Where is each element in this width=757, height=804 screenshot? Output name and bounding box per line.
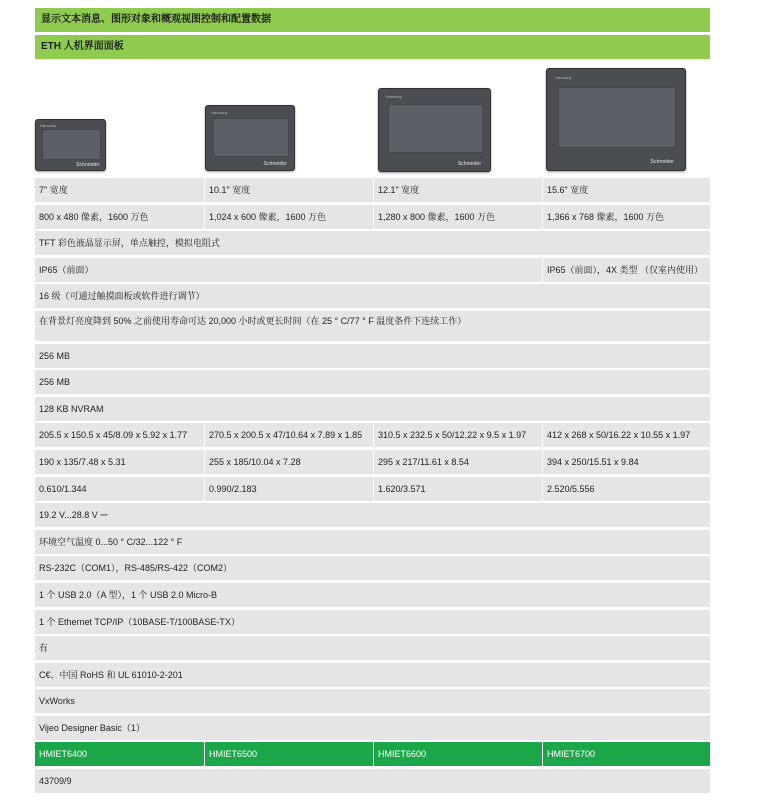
table-row-references <box>35 742 710 766</box>
table-row-ip <box>35 258 710 282</box>
table-cell: 2.520/5.556 <box>543 477 710 501</box>
section-title-band: 显示文本消息、图形对象和概观视图控制和配置数据 <box>35 8 710 32</box>
panel-screen <box>213 118 289 157</box>
reference-cell: HMIET6400 <box>35 742 204 766</box>
table-row-serial <box>35 556 710 580</box>
table-cell: VxWorks <box>35 689 710 713</box>
table-row-software <box>35 716 710 740</box>
table-cell: 205.5 x 150.5 x 45/8.09 x 5.92 x 1.77 <box>35 423 204 447</box>
table-cell: 1,280 x 800 像素，1600 万色 <box>374 205 542 229</box>
panel-brand-logo: Schneider <box>263 160 287 167</box>
table-cell: 15.6" 宽度 <box>543 178 710 202</box>
table-row-dimensions <box>35 423 710 447</box>
table-row-memory-2 <box>35 370 710 394</box>
table-cell: 有 <box>35 636 710 660</box>
table-row-ethernet <box>35 610 710 634</box>
table-cell: IP65（前面） <box>35 258 542 282</box>
table-row-certifications <box>35 663 710 687</box>
spec-table <box>35 178 710 796</box>
hmi-panel-15in-image <box>546 68 686 171</box>
table-cell: 19.2 V...28.8 V ⎓ <box>35 503 710 527</box>
table-cell: 0.610/1.344 <box>35 477 204 501</box>
table-cell: 256 MB <box>35 370 710 394</box>
panel-brand-logo: Schneider <box>76 161 100 168</box>
table-row-size <box>35 178 710 202</box>
table-cell: IP65（前面），4X 类型 （仅室内使用） <box>543 258 710 282</box>
table-row-os <box>35 689 710 713</box>
hmi-panel-12in-image <box>378 88 491 172</box>
table-row-memory-1 <box>35 344 710 368</box>
table-cell: 1 个 Ethernet TCP/IP（10BASE-T/100BASE-TX） <box>35 610 710 634</box>
table-row-resolution <box>35 205 710 229</box>
table-row-cutout <box>35 450 710 474</box>
reference-cell: HMIET6700 <box>543 742 710 766</box>
product-images <box>35 60 710 178</box>
table-cell: 270.5 x 200.5 x 47/10.64 x 7.89 x 1.85 <box>205 423 373 447</box>
table-row-temperature <box>35 530 710 554</box>
table-cell: 800 x 480 像素，1600 万色 <box>35 205 204 229</box>
table-cell: 394 x 250/15.51 x 9.84 <box>543 450 710 474</box>
reference-cell: HMIET6600 <box>374 742 542 766</box>
table-row-brightness <box>35 284 710 308</box>
table-row-display <box>35 231 710 255</box>
hmi-panel-7in-image <box>35 119 106 171</box>
panel-screen <box>558 87 676 148</box>
table-cell: 256 MB <box>35 344 710 368</box>
panel-brand-logo: Schneider <box>650 158 674 165</box>
table-row-yes <box>35 636 710 660</box>
panel-model-text: Harmony <box>211 109 228 115</box>
table-cell: 255 x 185/10.04 x 7.28 <box>205 450 373 474</box>
table-cell: 128 KB NVRAM <box>35 397 710 421</box>
table-cell: 310.5 x 232.5 x 50/12.22 x 9.5 x 1.97 <box>374 423 542 447</box>
panel-screen <box>388 104 483 154</box>
table-cell: TFT 彩色液晶显示屏，单点触控，模拟电阻式 <box>35 231 710 255</box>
reference-cell: HMIET6500 <box>205 742 373 766</box>
panel-brand-logo: Schneider <box>457 160 482 167</box>
panel-model-text: Harmony <box>555 75 572 81</box>
table-cell: 环境空气温度 0...50 ° C/32...122 ° F <box>35 530 710 554</box>
table-row-backlight <box>35 311 710 341</box>
table-cell: 190 x 135/7.48 x 5.31 <box>35 450 204 474</box>
hmi-panel-10in-image <box>205 105 295 171</box>
panel-model-text: Harmony <box>385 93 402 99</box>
table-cell: 1,366 x 768 像素，1600 万色 <box>543 205 710 229</box>
table-cell: C€、中国 RoHS 和 UL 61010-2-201 <box>35 663 710 687</box>
table-cell: 43709/9 <box>35 769 710 793</box>
panel-screen <box>42 129 102 160</box>
table-cell: 在背景灯亮度降到 50% 之前使用寿命可达 20,000 小时或更长时间（在 25 ° C/77 ° F 温度条件下连续工作） <box>35 311 710 341</box>
table-cell: 1,024 x 600 像素，1600 万色 <box>205 205 373 229</box>
table-cell: 1.620/3.571 <box>374 477 542 501</box>
table-cell: 10.1" 宽度 <box>205 178 373 202</box>
panel-model-text: Harmony <box>40 123 57 128</box>
table-cell: RS-232C（COM1），RS-485/RS-422（COM2） <box>35 556 710 580</box>
table-row-usb <box>35 583 710 607</box>
table-cell: 12.1" 宽度 <box>374 178 542 202</box>
table-row-weight <box>35 477 710 501</box>
table-cell: 412 x 268 x 50/16.22 x 10.55 x 1.97 <box>543 423 710 447</box>
table-cell: 7" 宽度 <box>35 178 204 202</box>
table-cell: 16 级（可通过触摸面板或软件进行调节） <box>35 284 710 308</box>
table-cell: 0.990/2.183 <box>205 477 373 501</box>
table-cell: 1 个 USB 2.0（A 型），1 个 USB 2.0 Micro-B <box>35 583 710 607</box>
table-cell: 295 x 217/11.61 x 8.54 <box>374 450 542 474</box>
table-row-voltage <box>35 503 710 527</box>
table-cell: Vijeo Designer Basic（1） <box>35 716 710 740</box>
table-row-page <box>35 769 710 793</box>
product-range-band: ETH 人机界面面板 <box>35 35 710 59</box>
table-row-nvram <box>35 397 710 421</box>
